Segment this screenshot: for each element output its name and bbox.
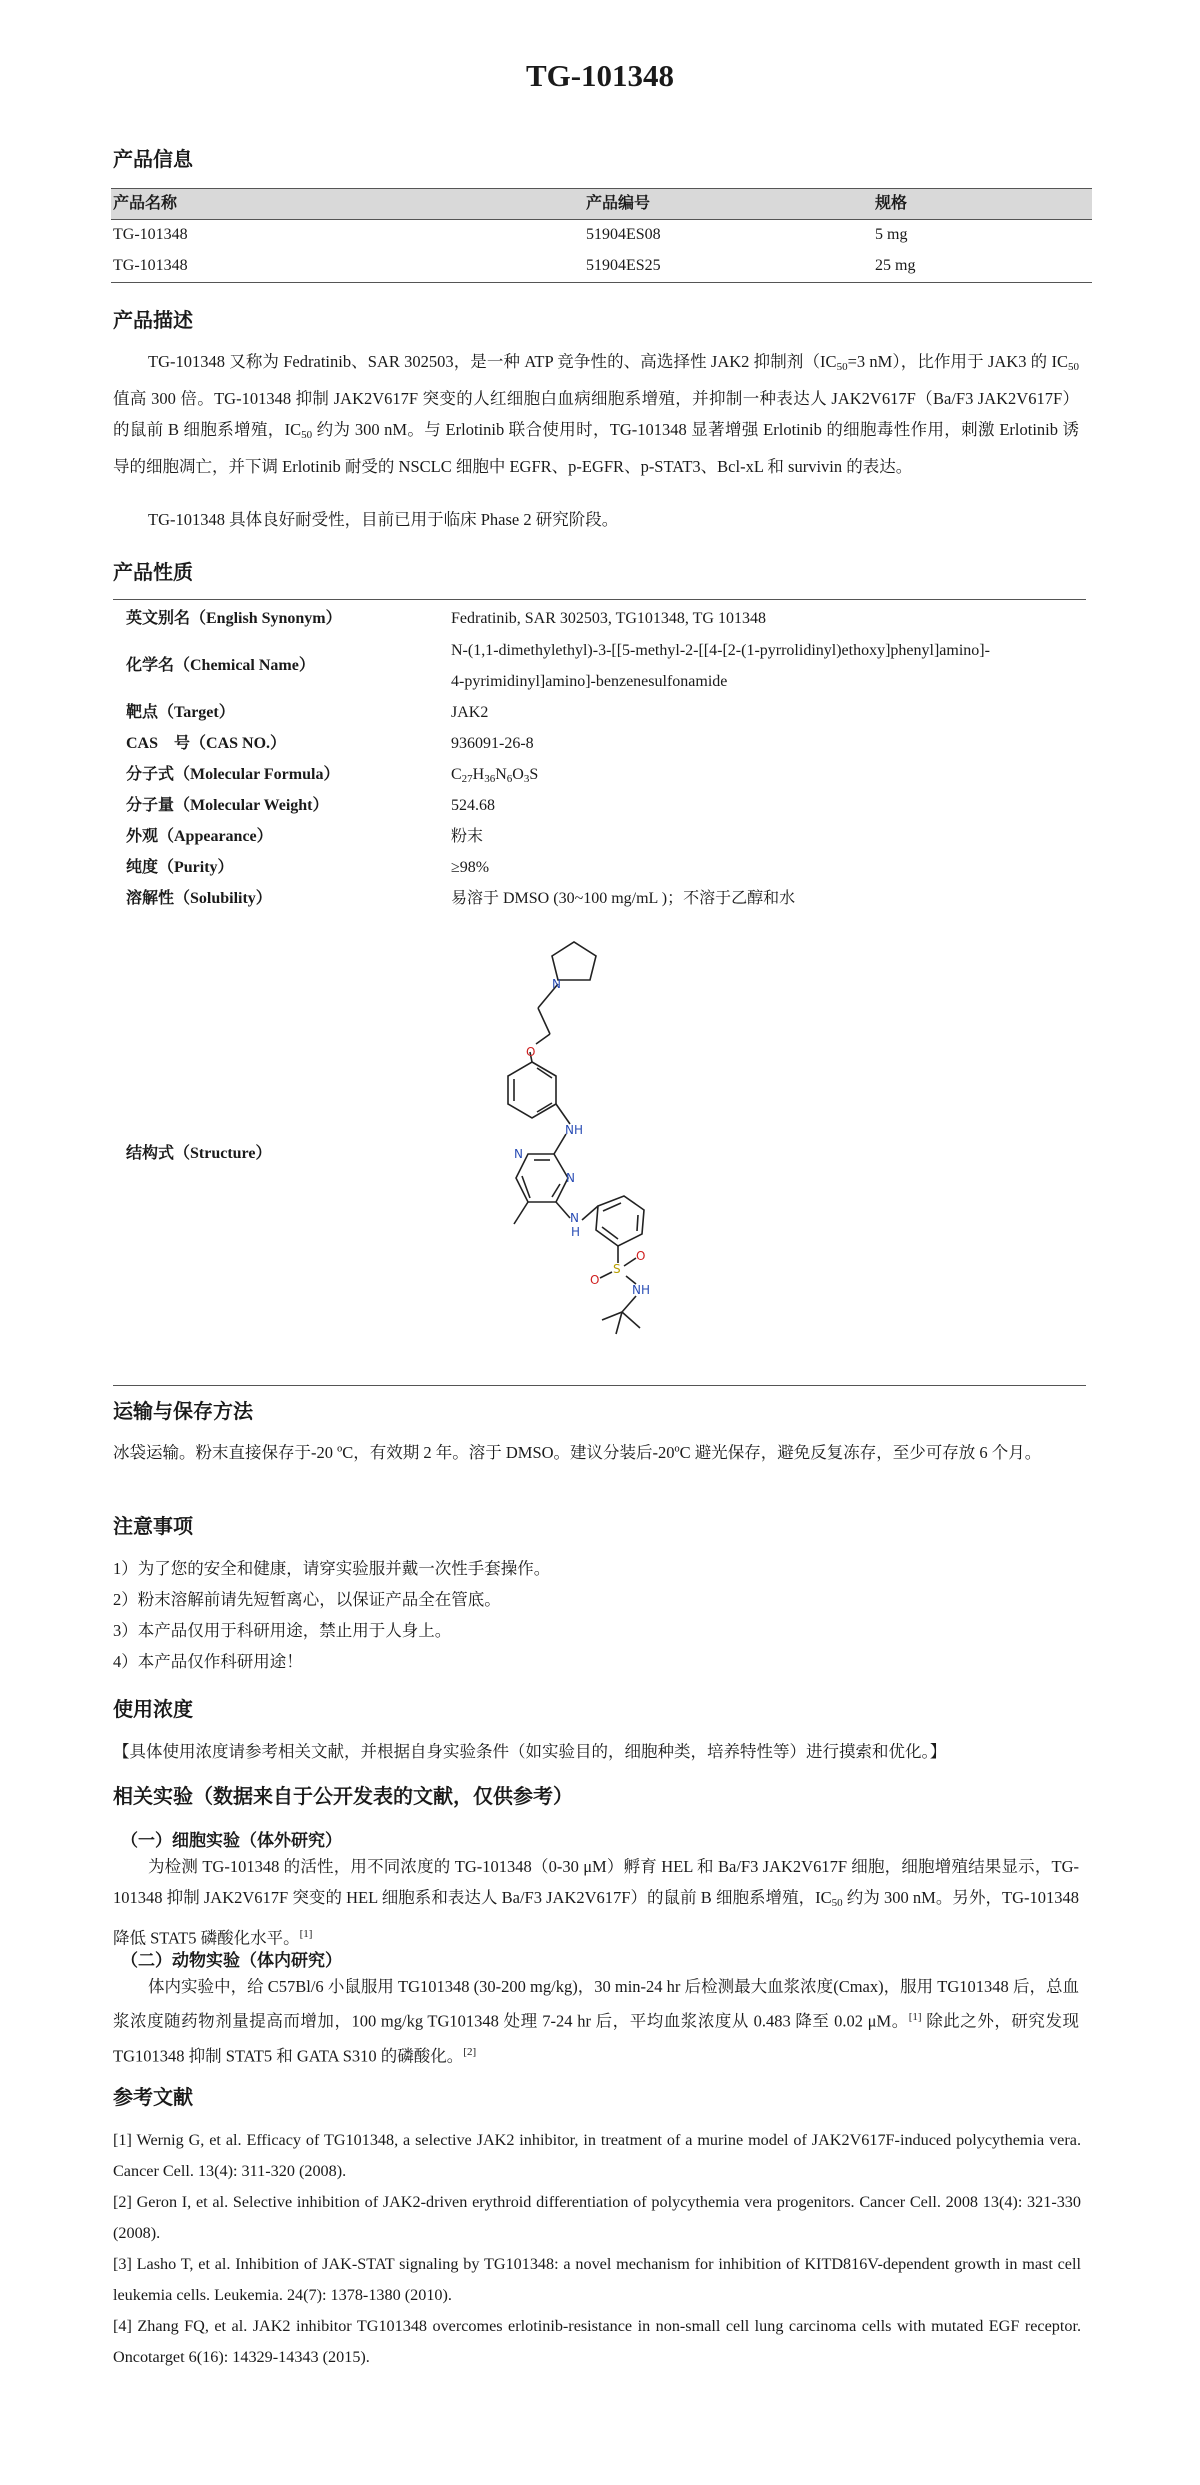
atom-label-o: O [526, 1045, 536, 1059]
cell: TG-101348 [113, 257, 188, 274]
note-item: 4）本产品仅作科研用途！ [113, 1652, 303, 1671]
phenyl-ring [508, 1062, 556, 1118]
properties-top-rule [113, 599, 1086, 600]
target-value: JAK2 [451, 704, 489, 721]
page-title: TG-101348 [525, 58, 675, 93]
cell: 25 mg [875, 257, 916, 274]
reference-item: [3] Lasho T, et al. Inhibition of JAK-STAT signaling by TG101348: a novel mechanism for inhibition of KITD816V-dependent growth in mast cell leukemia cells. Leukemia. 24(7): 1378-1380 (2010). [113, 2255, 1081, 2304]
usage-text: 【具体使用浓度请参考相关文献，并根据自身实验条件（如实验目的，细胞种类，培养特性等）进行摸索和优化。】 [113, 1742, 947, 1761]
purity-value: ≥98% [451, 859, 490, 876]
atom-label-o: O [590, 1273, 600, 1287]
chemical-structure-image [490, 928, 710, 1368]
synonym-value: Fedratinib, SAR 302503, TG101348, TG 101348 [451, 610, 766, 627]
table-row [111, 220, 1092, 251]
properties-bottom-rule [113, 1385, 1086, 1386]
cas-label: CAS 号（CAS NO.） [126, 735, 287, 752]
appearance-label: 外观（Appearance） [126, 828, 273, 845]
cell: 51904ES25 [586, 257, 661, 274]
atom-label-nh: NH [565, 1123, 583, 1137]
synonym-label: 英文别名（English Synonym） [126, 610, 342, 627]
cell: 5 mg [875, 226, 908, 243]
table-row [111, 251, 1092, 283]
cas-value: 936091-26-8 [451, 735, 534, 752]
cell-experiment-text: 为检测 TG-101348 的活性，用不同浓度的 TG-101348（0-30 μM）孵育 HEL 和 Ba/F3 JAK2V617F 细胞，细胞增殖结果显示，TG-101348 抑制 JAK2V617F 突变的 HEL 细胞系和表达人 Ba/F3 JAK2V617F）的鼠前 B 细胞系增殖，$IC_{50}$ 约为 300 nM。另外，TG-101348 降低 STAT5 磷酸化水平。[1] [113, 1857, 1079, 1948]
note-item: 3）本产品仅用于科研用途，禁止用于人身上。 [113, 1621, 452, 1640]
section-notes: 注意事项 [113, 1516, 193, 1538]
solubility-value: 易溶于 DMSO (30~100 mg/mL )；不溶于乙醇和水 [451, 890, 796, 907]
atom-label-n: N [570, 1211, 579, 1225]
section-properties: 产品性质 [113, 562, 193, 584]
description-paragraph-2: TG-101348 具体良好耐受性，目前已用于临床 Phase 2 研究阶段。 [148, 510, 619, 529]
section-experiments: 相关实验（数据来自于公开发表的文献，仅供参考） [113, 1786, 573, 1808]
atom-label-o: O [636, 1249, 646, 1263]
chem-name-label: 化学名（Chemical Name） [126, 657, 315, 674]
target-label: 靶点（Target） [126, 704, 235, 721]
description-paragraph-1: TG-101348 又称为 Fedratinib、SAR 302503，是一种 ATP 竞争性的、高选择性 JAK2 抑制剂（$IC_{50}=3$ nM），比作用于 JAK3 的 $IC_{50}$ 值高 300 倍。TG-101348 抑制 JAK2V617F 突变的人红细胞白血病细胞系增殖，并抑制一种表达人 JAK2V617F（Ba/F3 JAK2V617F）的鼠前 B 细胞系增殖，$IC_{50}$ 约为 300 nM。与 Erlotinib 联合使用时，TG-101348 显著增强 Erlotinib 的细胞毒性作用，刺激 Erlotinib 诱导的细胞凋亡，并下调 Erlotinib 耐受的 NSCLC 细胞中 EGFR、p-EGFR、p-STAT3、Bcl-xL 和 survivin 的表达。 [113, 352, 1080, 476]
reference-item: [4] Zhang FQ, et al. JAK2 inhibitor TG101348 overcomes erlotinib-resistance in non-small cell lung carcinoma cells with mutated EGF receptor. Oncotarget 6(16): 14329-14343 (2015). [113, 2317, 1081, 2366]
atom-label-s: S [613, 1262, 621, 1276]
structure-label: 结构式（Structure） [126, 1145, 272, 1162]
chem-name-line1: N-(1,1-dimethylethyl)-3-[[5-methyl-2-[[4-[2-(1-pyrrolidinyl)ethoxy]phenyl]amino]- [451, 642, 990, 659]
section-description: 产品描述 [113, 310, 193, 332]
note-item: 2）粉末溶解前请先短暂离心，以保证产品全在管底。 [113, 1590, 501, 1609]
table-header [111, 188, 1092, 220]
header-spec: 规格 [875, 195, 908, 212]
atom-label-n: N [566, 1171, 575, 1185]
reference-item: [2] Geron I, et al. Selective inhibition of JAK2-driven erythroid differentiation of polycythemia vera progenitors. Cancer Cell. 2008 13(4): 321-330 (2008). [113, 2193, 1081, 2242]
note-item: 1）为了您的安全和健康，请穿实验服并戴一次性手套操作。 [113, 1559, 551, 1578]
chem-name-line2: 4-pyrimidinyl]amino]-benzenesulfonamide [451, 673, 728, 690]
header-name: 产品名称 [113, 195, 178, 212]
animal-experiment-title: （二）动物实验（体内研究） [121, 1951, 342, 1970]
appearance-value: 粉末 [451, 828, 484, 845]
animal-experiment-text: 体内实验中，给 C57Bl/6 小鼠服用 TG101348 (30-200 mg/kg)，30 min-24 hr 后检测最大血浆浓度(Cmax)，服用 TG101348 后，总血浆浓度随药物剂量提高而增加，100 mg/kg TG101348 处理 7-24 hr 后，平均血浆浓度从 0.483 降至 0.02 μM。[1] 除此之外，研究发现 TG101348 抑制 STAT5 和 GATA S310 的磷酸化。[2] [113, 1977, 1080, 2065]
cell: 51904ES08 [586, 226, 661, 243]
solubility-label: 溶解性（Solubility） [126, 890, 272, 907]
reference-item: [1] Wernig G, et al. Efficacy of TG101348, a selective JAK2 inhibitor, in treatment of a murine model of JAK2V617F-induced polycythemia vera. Cancer Cell. 13(4): 311-320 (2008). [113, 2131, 1081, 2180]
section-references: 参考文献 [113, 2087, 193, 2109]
formula-value: $C_{27}H_{36}N_6O_3S$ [451, 766, 539, 785]
formula-label: 分子式（Molecular Formula） [126, 766, 340, 783]
purity-label: 纯度（Purity） [126, 859, 234, 876]
pyrrolidine-ring [552, 942, 596, 980]
storage-text: 冰袋运输。粉末直接保存于-20 ºC，有效期 2 年。溶于 DMSO。建议分装后-20ºC 避光保存，避免反复冻存，至少可存放 6 个月。 [113, 1443, 1042, 1462]
pyrimidine-ring [516, 1154, 568, 1202]
section-storage: 运输与保存方法 [113, 1401, 253, 1423]
section-usage: 使用浓度 [113, 1699, 193, 1721]
product-table [111, 188, 1092, 283]
atom-label-nh: NH [632, 1283, 650, 1297]
mw-label: 分子量（Molecular Weight） [126, 797, 329, 814]
atom-label-h: H [571, 1225, 581, 1239]
mw-value: 524.68 [451, 797, 495, 814]
header-code: 产品编号 [586, 195, 651, 212]
atom-label-n: N [514, 1147, 523, 1161]
atom-label-n: N [552, 977, 561, 991]
cell-experiment-title: （一）细胞实验（体外研究） [121, 1831, 342, 1850]
section-product-info: 产品信息 [113, 149, 193, 171]
cell: TG-101348 [113, 226, 188, 243]
